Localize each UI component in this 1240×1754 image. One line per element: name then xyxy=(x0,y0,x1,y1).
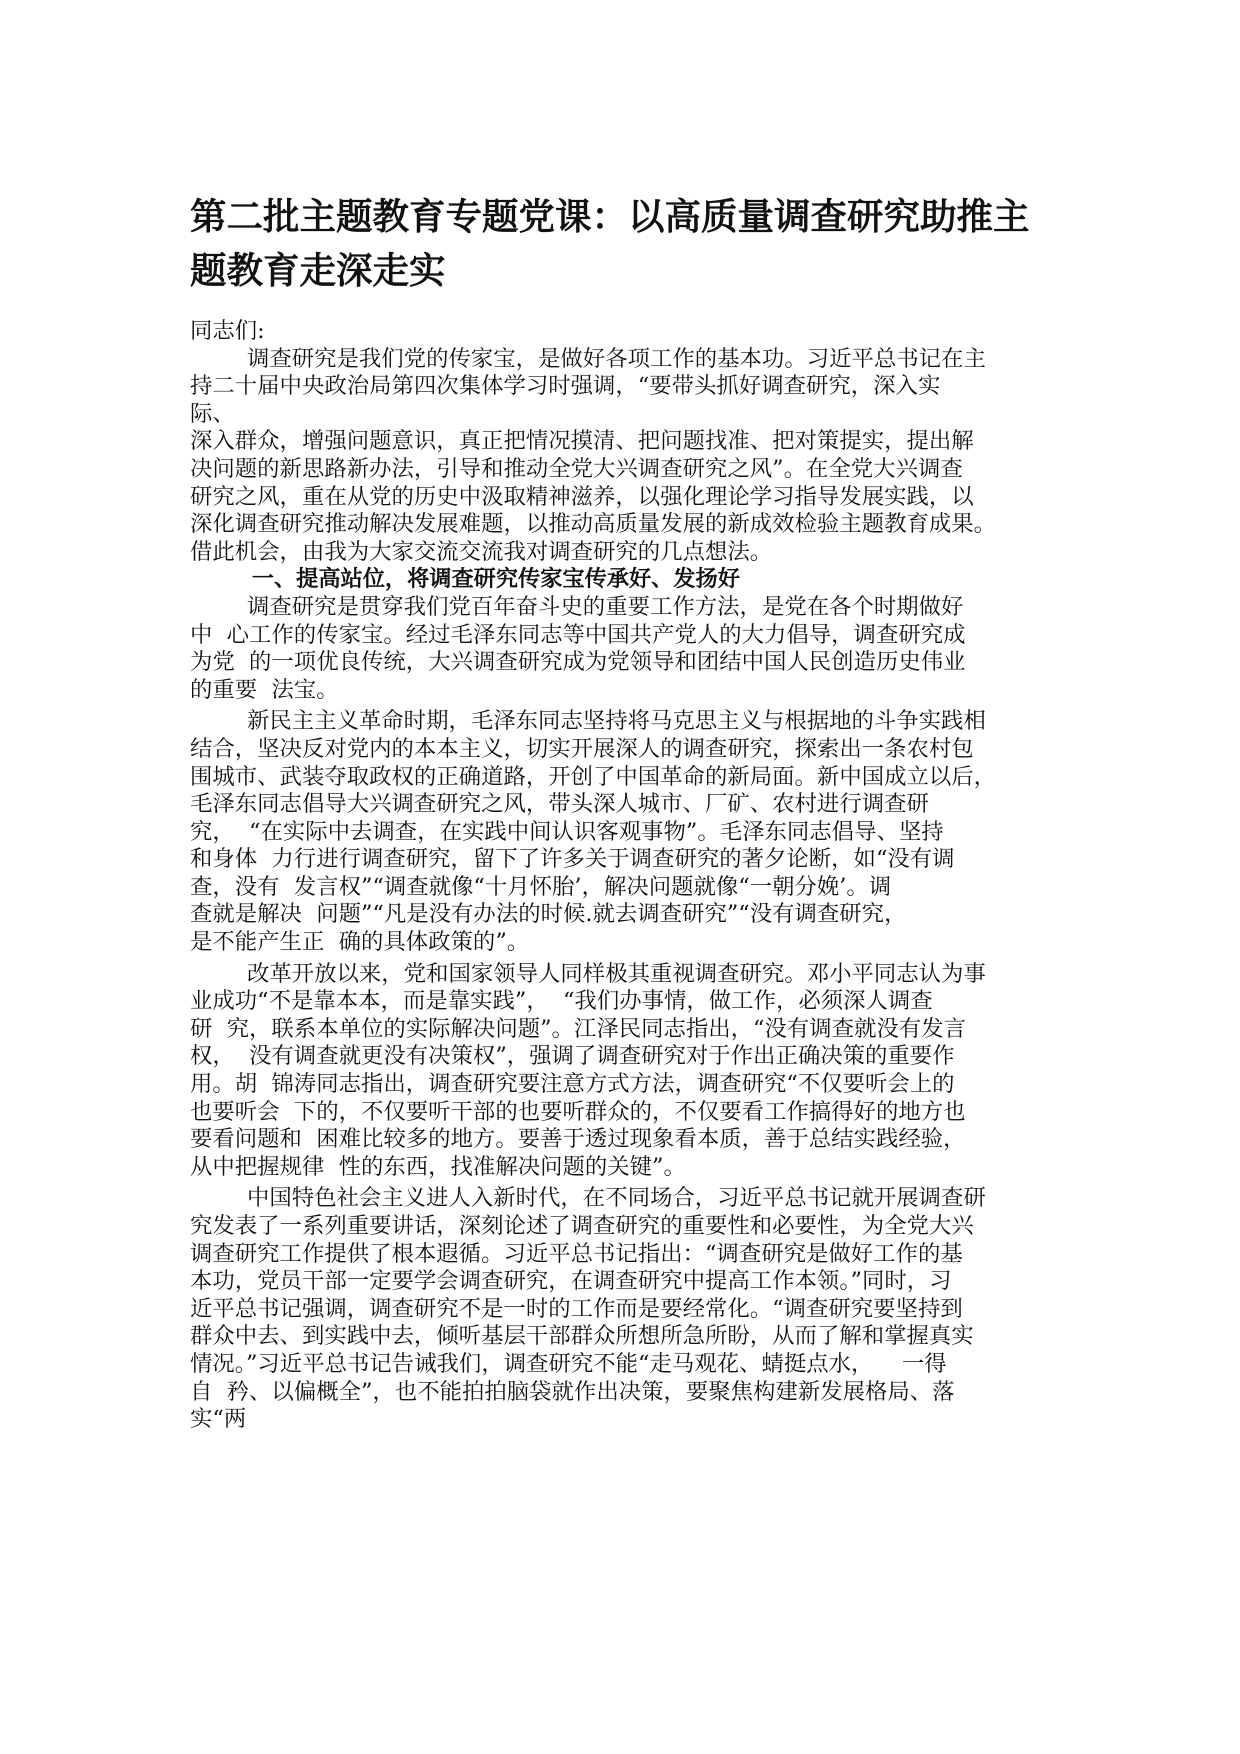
intro-paragraph xyxy=(190,346,1070,567)
section-paragraph-1 xyxy=(190,594,1070,704)
text-line: 为党 的一项优良传统，大兴调查研究成为党领导和团结中国人民创造历史伟业 xyxy=(190,649,966,676)
text-line: 新民主主义革命时期，毛泽东同志坚持将马克思主义与根据地的斗争实践相 xyxy=(190,708,986,735)
document-body xyxy=(190,318,1070,1434)
text-line: 用。胡 锦涛同志指出，调查研究要注意方式方法，调查研究“不仅要听会上的 xyxy=(190,1071,955,1098)
text-line: 要看问题和 困难比较多的地方。要善于透过现象看本质，善于总结实践经验， xyxy=(190,1126,966,1153)
text-line: 调查研究是我们党的传家宝，是做好各项工作的基本功。习近平总书记在主 xyxy=(190,345,986,372)
text-line: 查就是解决 问题”“凡是没有办法的时候.就去调查研究”“没有调查研究， xyxy=(190,901,907,928)
text-line: 深入群众，增强问题意识，真正把情况摸清、把问题找准、把对策提实，提出解 xyxy=(190,428,974,455)
text-line: 中国特色社会主义进人入新时代，在不同场合，习近平总书记就开展调查研 xyxy=(190,1185,986,1212)
text-line: 研 究，联系本单位的实际解决问题”。江泽民同志指出，“没有调查就没有发言 xyxy=(190,1015,967,1042)
text-line: 从中把握规律 性的东西，找准解决问题的关键”。 xyxy=(190,1153,686,1180)
section-heading: 一、提高站位，将调查研究传家宝传承好、发扬好 xyxy=(190,566,740,593)
text-line: 查，没有 发言权”“调查就像“十月怀胎’，解决问题就像“一朝分娩’。调 xyxy=(190,873,892,900)
text-line: 毛泽东同志倡导大兴调查研究之风，带头深人城市、厂矿、农村进行调查研 xyxy=(190,791,929,818)
salutation: 同志们: xyxy=(190,318,265,344)
text-line: 近平总书记强调，调查研究不是一时的工作而是要经常化。“调查研究要坚持到 xyxy=(190,1295,963,1322)
title-line-1: 第二批主题教育专题党课：以高质量调查研究助推主 xyxy=(190,195,1030,238)
text-line: 是不能产生正 确的具体政策的”。 xyxy=(190,929,530,956)
text-line: 持二十届中央政治局第四次集体学习时强调，“要带头抓好调查研究，深入实 xyxy=(190,373,941,400)
text-line: 究发表了一系列重要讲话，深刻论述了调查研究的重要性和必要性，为全党大兴 xyxy=(190,1213,974,1239)
section-paragraph-3 xyxy=(190,961,1070,1182)
text-line: 研究之风，重在从党的历史中汲取精神滋养，以强化理论学习指导发展实践，以 xyxy=(190,483,974,510)
text-line: 深化调查研究推动解决发展难题，以推动高质量发展的新成效检验主题教育成果。 xyxy=(190,511,997,538)
text-line: 的重要 法宝。 xyxy=(190,676,339,703)
section-paragraph-2 xyxy=(190,708,1070,956)
text-line: 情况。”习近平总书记告诫我们，调查研究不能“走马观花、蜻挺点水， 一得 xyxy=(190,1350,947,1377)
text-line: 群众中去、到实践中去，倾听基层干部群众所想所急所盼，从而了解和掌握真实 xyxy=(190,1323,974,1350)
text-line: 改革开放以来，党和国家领导人同样极其重视调查研究。邓小平同志认为事 xyxy=(190,960,986,987)
text-line: 实“两 xyxy=(190,1406,247,1433)
text-line: 围城市、武装夺取政权的正确道路，开创了中国革命的新局面。新中国成立以后， xyxy=(190,763,997,790)
text-line: 结合，坚决反对党内的本本主义，切实开展深人的调查研究，探索出一条农村包 xyxy=(190,735,974,762)
text-line: 借此机会，由我为大家交流交流我对调查研究的几点想法。 xyxy=(190,538,773,565)
text-line: 际、 xyxy=(190,400,235,427)
text-line: 中 心工作的传家宝。经过毛泽东同志等中国共产党人的大力倡导，调查研究成 xyxy=(190,621,966,648)
text-line: 本功，党员干部一定要学会调查研究，在调查研究中提高工作本领。”同时，习 xyxy=(190,1268,952,1295)
text-line: 权， 没有调查就更没有决策权”，强调了调查研究对于作出正确决策的重要作 xyxy=(190,1043,955,1070)
text-line: 自 矜、以偏概全”，也不能拍拍脑袋就作出决策，要聚焦构建新发展格局、落 xyxy=(190,1378,955,1405)
text-line: 业成功“不是靠本本，而是靠实践”， “我们办事情，做工作，必须深人调查 xyxy=(190,988,933,1015)
text-line: 决问题的新思路新办法，引导和推动全党大兴调查研究之风”。在全党大兴调查 xyxy=(190,455,963,482)
document-title xyxy=(190,190,1070,298)
text-line: 究， “在实际中去调查，在实践中间认识客观事物”。毛泽东同志倡导、坚持 xyxy=(190,818,944,845)
section-paragraph-4 xyxy=(190,1185,1070,1433)
text-line: 调查研究是贯穿我们党百年奋斗史的重要工作方法，是党在各个时期做好 xyxy=(190,593,964,620)
title-line-2: 题教育走深走实 xyxy=(190,249,446,292)
text-line: 和身体 力行进行调查研究，留下了许多关于调查研究的著夕论断，如“没有调 xyxy=(190,846,955,873)
text-line: 调查研究工作提供了根本遐循。习近平总书记指出：“调查研究是做好工作的基 xyxy=(190,1240,963,1267)
text-line: 也要听会 下的，不仅要听干部的也要听群众的，不仅要看工作搞得好的地方也 xyxy=(190,1098,966,1125)
